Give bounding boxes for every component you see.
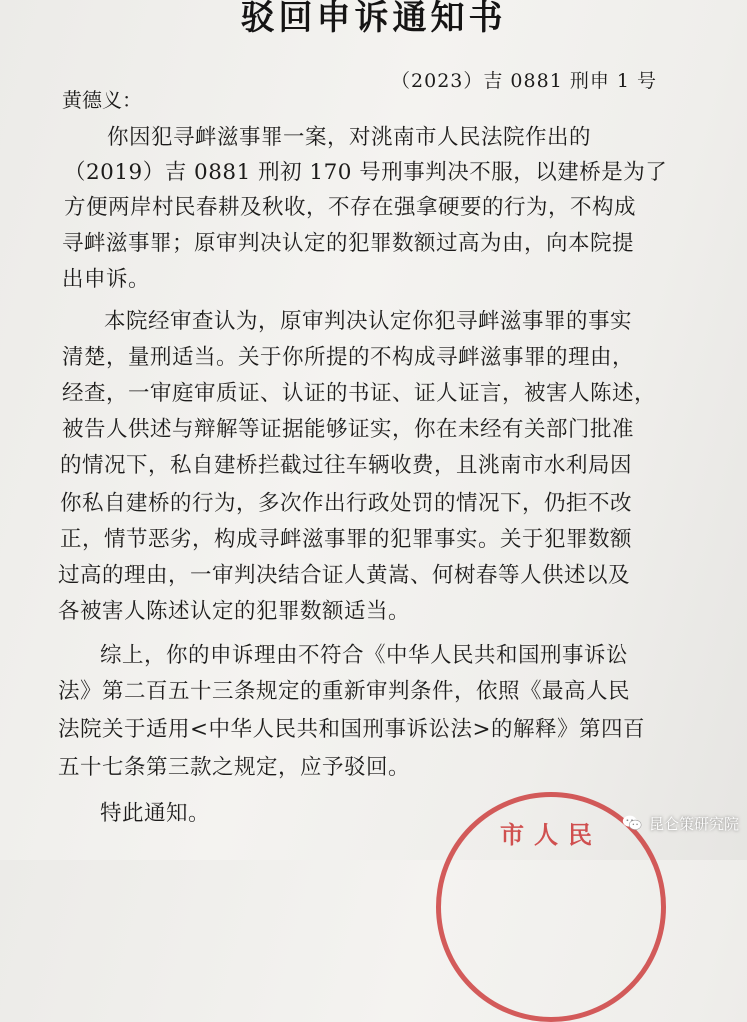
- wechat-icon: [621, 812, 643, 834]
- body-line: 寻衅滋事罪；原审判决认定的犯罪数额过高为由，向本院提: [62, 231, 635, 256]
- body-line: 经查，一审庭审质证、认证的书证、证人证言，被害人陈述，: [62, 381, 657, 406]
- body-line: 过高的理由，一审判决结合证人黄嵩、何树春等人供述以及: [58, 563, 631, 588]
- body-line: 清楚，量刑适当。关于你所提的不构成寻衅滋事罪的理由，: [62, 345, 635, 370]
- watermark-text: 昆仑策研究院: [648, 814, 739, 833]
- body-line: 法》第二百五十三条规定的重新审判条件，依照《最高人民: [58, 679, 631, 704]
- body-line: 方便两岸村民春耕及秋收，不存在强拿硬要的行为，不构成: [64, 195, 637, 220]
- body-line: 正，情节恶劣，构成寻衅滋事罪的犯罪事实。关于犯罪数额: [60, 527, 633, 552]
- document-title: 驳回申诉通知书: [240, 0, 507, 38]
- body-line: 你私自建桥的行为，多次作出行政处罚的情况下，仍拒不改: [60, 491, 633, 516]
- addressee: 黄德义：: [62, 88, 142, 112]
- body-line: 出申诉。: [62, 267, 151, 292]
- seal-text: 市人民: [500, 820, 602, 849]
- body-line: 法院关于适用<中华人民共和国刑事诉讼法>的解释》第四百: [58, 717, 646, 742]
- case-number: （2023）吉 0881 刑申 1 号: [391, 70, 657, 92]
- body-line: 各被害人陈述认定的犯罪数额适当。: [58, 599, 411, 624]
- body-line: 本院经审查认为，原审判决认定你犯寻衅滋事罪的事实: [104, 309, 633, 334]
- body-line: 五十七条第三款之规定，应予驳回。: [58, 755, 411, 780]
- body-line: （2019）吉 0881 刑初 170 号刑事判决不服，以建桥是为了: [64, 160, 668, 185]
- body-line: 综上，你的申诉理由不符合《中华人民共和国刑事诉讼: [100, 643, 629, 668]
- body-line: 你因犯寻衅滋事罪一案，对洮南市人民法院作出的: [107, 125, 592, 150]
- watermark: [621, 812, 739, 834]
- body-line: 被告人供述与辩解等证据能够证实，你在未经有关部门批准: [62, 417, 635, 442]
- body-line: 的情况下，私自建桥拦截过往车辆收费，且洮南市水利局因: [60, 453, 633, 478]
- closing-line: 特此通知。: [100, 801, 211, 826]
